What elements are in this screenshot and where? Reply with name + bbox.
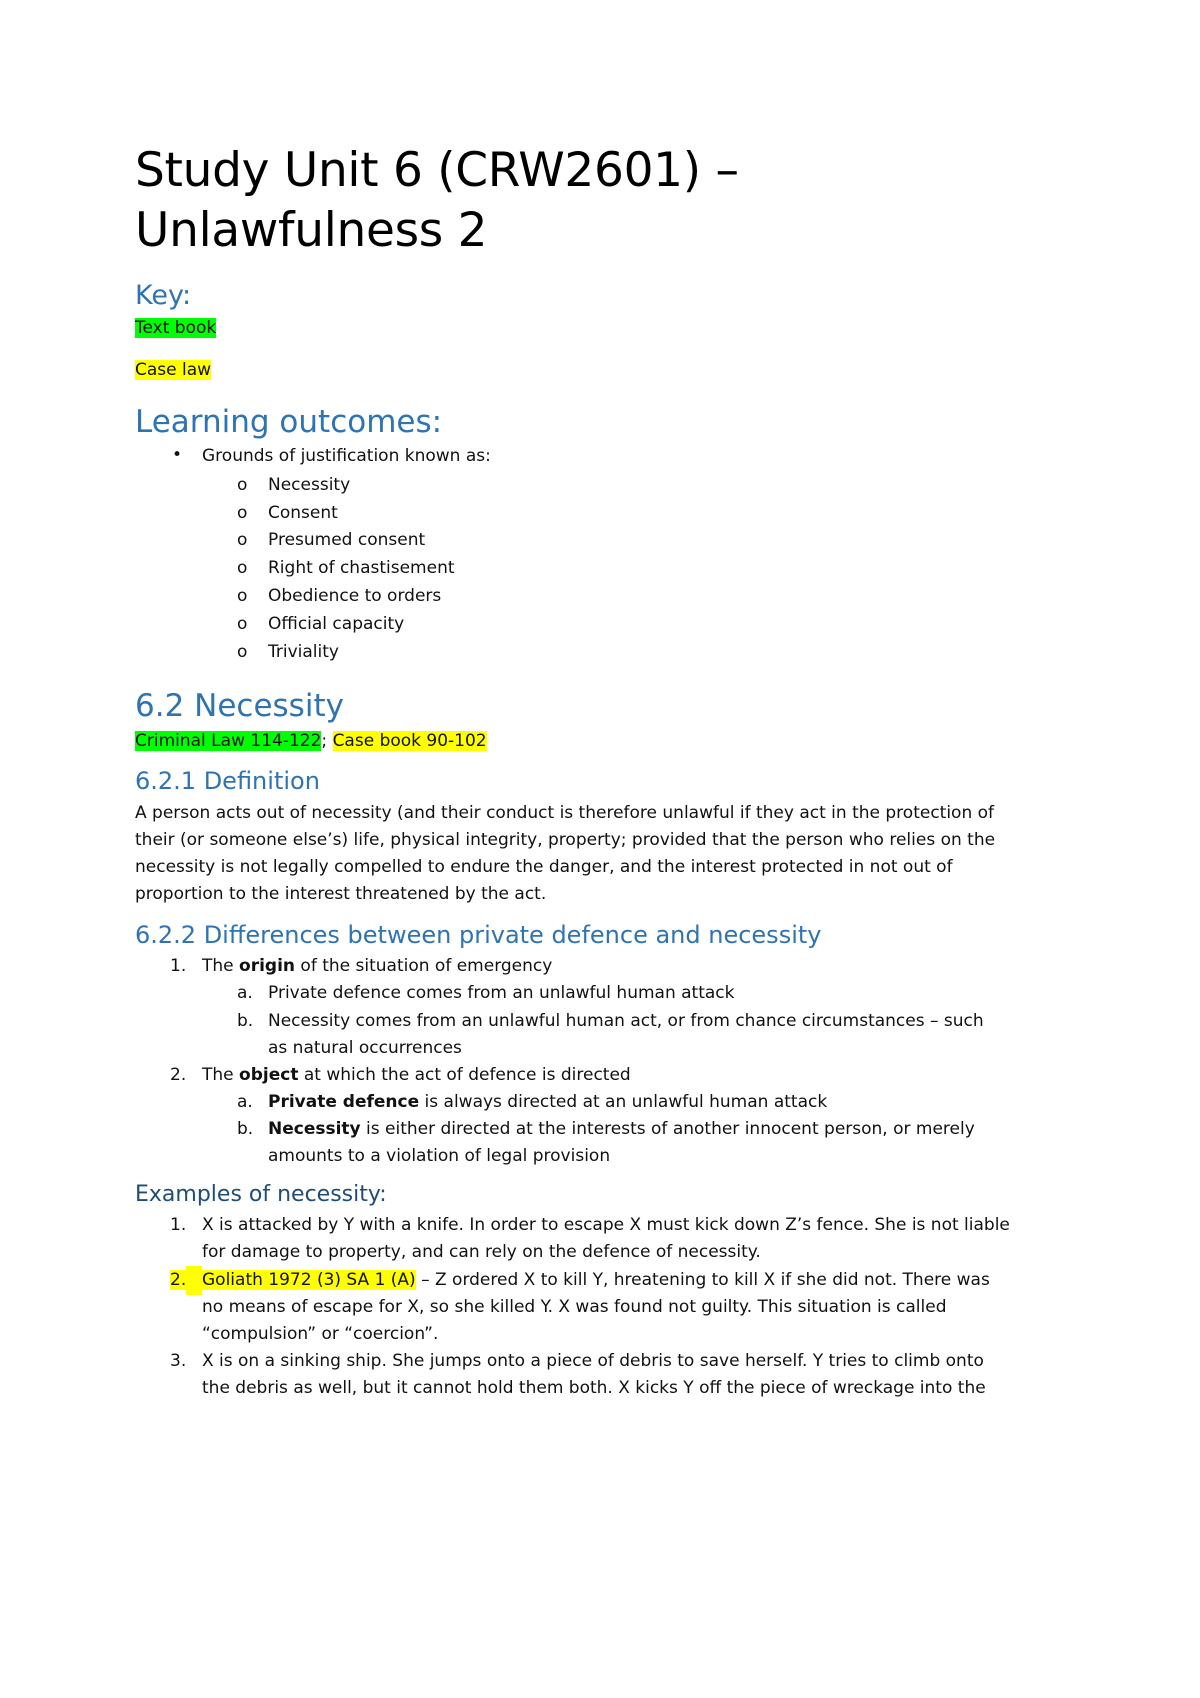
textbook-reference: Criminal Law 114-122 (135, 731, 322, 751)
sub-bullet-icon: o (237, 558, 248, 578)
difference-item (202, 952, 552, 981)
learning-outcomes-bullet: Grounds of justification known as: (202, 446, 491, 466)
sub-bullet-icon: o (237, 642, 248, 662)
list-number: 1. (170, 1215, 187, 1235)
emphasis: Necessity (268, 1119, 361, 1139)
key-item-caselaw (135, 356, 211, 385)
example-line (202, 1266, 990, 1295)
reference-separator: ; (321, 731, 328, 751)
subsection-heading-definition: 6.2.1 Definition (135, 767, 320, 795)
difference-item (202, 1061, 631, 1090)
casebook-reference: Case book 90-102 (332, 731, 487, 751)
text: of the situation of emergency (295, 956, 553, 976)
outcome-item: Official capacity (268, 614, 405, 634)
sub-bullet-icon: o (237, 530, 248, 550)
example-line: the debris as well, but it cannot hold them both. X kicks Y off the piece of wreckage into the (202, 1378, 986, 1398)
learning-outcomes-heading: Learning outcomes: (135, 404, 443, 440)
examples-heading: Examples of necessity: (135, 1182, 387, 1207)
definition-line: their (or someone else’s) life, physical integrity, property; provided that the person who relies on the (135, 830, 996, 850)
case-citation: Goliath 1972 (3) SA 1 (A) (202, 1270, 416, 1290)
outcome-item: Necessity (268, 475, 351, 495)
sub-bullet-icon: o (237, 586, 248, 606)
list-letter: a. (237, 983, 253, 1003)
bullet-icon: • (172, 445, 183, 465)
key-heading: Key: (135, 280, 192, 311)
list-number: 3. (170, 1351, 187, 1371)
difference-subitem: Necessity comes from an unlawful human act, or from chance circumstances – such (268, 1011, 984, 1031)
sub-bullet-icon: o (237, 614, 248, 634)
difference-subitem: Private defence comes from an unlawful human attack (268, 983, 735, 1003)
list-number: 2. (170, 1065, 187, 1085)
text: – Z ordered X to kill Y, hreatening to kill X if she did not. There was (415, 1270, 990, 1290)
text: at which the act of defence is directed (298, 1065, 631, 1085)
list-letter: b. (237, 1119, 254, 1139)
sub-bullet-icon: o (237, 475, 248, 495)
section-heading-necessity: 6.2 Necessity (135, 688, 344, 724)
text: is always directed at an unlawful human attack (419, 1092, 828, 1112)
list-number (170, 1266, 186, 1295)
outcome-item: Presumed consent (268, 530, 426, 550)
example-line: X is on a sinking ship. She jumps onto a piece of debris to save herself. Y tries to climb onto (202, 1351, 984, 1371)
text: The (202, 956, 240, 976)
list-letter: a. (237, 1092, 253, 1112)
example-line: no means of escape for X, so she killed Y. X was found not guilty. This situation is called (202, 1297, 947, 1317)
outcome-item: Triviality (268, 642, 339, 662)
difference-subitem (268, 1088, 827, 1117)
example-line: X is attacked by Y with a knife. In order to escape X must kick down Z’s fence. She is not liable (202, 1215, 1010, 1235)
outcome-item: Obedience to orders (268, 586, 442, 606)
list-number: 1. (170, 956, 187, 976)
text: The (202, 1065, 240, 1085)
key-label-caselaw: Case law (135, 360, 212, 380)
text: is either directed at the interests of another innocent person, or merely (360, 1119, 975, 1139)
emphasis: Private defence (268, 1092, 420, 1112)
key-item-textbook (135, 314, 216, 343)
definition-line: A person acts out of necessity (and their conduct is therefore unlawful if they act in the protection of (135, 803, 995, 823)
definition-line: necessity is not legally compelled to endure the danger, and the interest protected in not out of (135, 857, 953, 877)
difference-subitem-cont: as natural occurrences (268, 1038, 462, 1058)
example-line: for damage to property, and can rely on the defence of necessity. (202, 1242, 761, 1262)
difference-subitem (268, 1115, 975, 1144)
key-label-textbook: Text book (135, 318, 217, 338)
necessity-references (135, 727, 487, 756)
document-title-line-1: Study Unit 6 (CRW2601) – (135, 143, 739, 198)
emphasis: origin (239, 956, 296, 976)
subsection-heading-differences: 6.2.2 Differences between private defence and necessity (135, 921, 822, 949)
text: 2. (170, 1270, 187, 1290)
difference-subitem-cont: amounts to a violation of legal provision (268, 1146, 611, 1166)
document-title-line-2: Unlawfulness 2 (135, 203, 488, 258)
outcome-item: Consent (268, 503, 338, 523)
outcome-item: Right of chastisement (268, 558, 455, 578)
highlight-gap (186, 1266, 202, 1295)
definition-line: proportion to the interest threatened by the act. (135, 884, 547, 904)
example-line: “compulsion” or “coercion”. (202, 1324, 439, 1344)
sub-bullet-icon: o (237, 503, 248, 523)
emphasis: object (239, 1065, 299, 1085)
list-letter: b. (237, 1011, 254, 1031)
